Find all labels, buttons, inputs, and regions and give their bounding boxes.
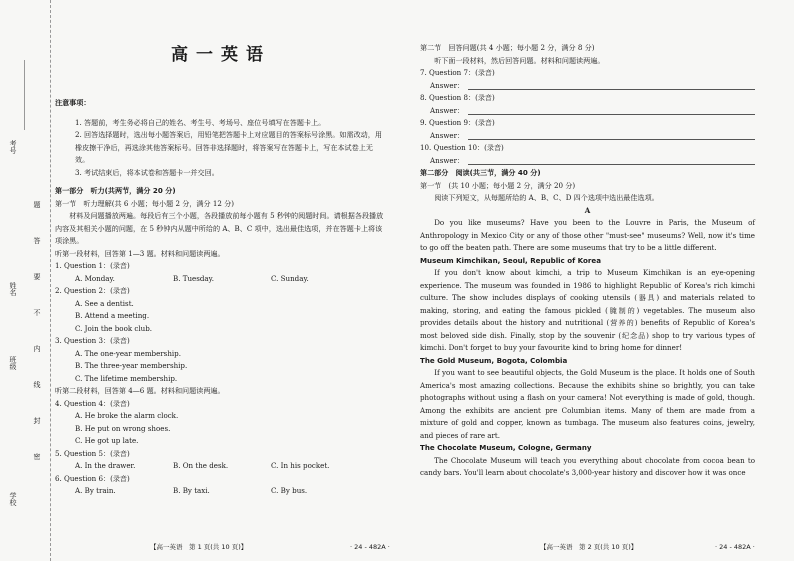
seal-char: 密 [33, 453, 41, 461]
left-column [55, 0, 387, 498]
option-c: C. He got up late. [75, 436, 139, 446]
question-2: 2. Question 2：(录音) [55, 286, 130, 296]
exam-number-label: 考号 [9, 140, 17, 154]
option-a: A. The one-year membership. [75, 348, 181, 358]
option-c: C. In his pocket. [271, 461, 330, 471]
passage-heading-2: The Gold Museum, Bogota, Colombia [420, 355, 568, 365]
question-7: 7. Question 7：(录音) [420, 68, 495, 77]
seal-char: 要 [33, 273, 41, 281]
passage-heading-1: Museum Kimchikan, Seoul, Republic of Korea [420, 255, 602, 265]
notice-item: 3. 考试结束后，将本试卷和答题卡一并交回。 [75, 167, 219, 177]
part2-intro: 阅读下列短文，从每题所给的 A、B、C、D 四个选项中选出最佳选项。 [434, 193, 659, 202]
passage-heading-3: The Chocolate Museum, Cologne, Germany [420, 443, 592, 452]
notice-item: 1. 答题前，考生务必将自己的姓名、考生号、考场号、座位号填写在答题卡上。 [75, 117, 326, 127]
answer-blank[interactable] [468, 105, 755, 115]
answer-label: Answer： [430, 105, 465, 115]
answer-label: Answer： [430, 130, 465, 140]
seal-char: 线 [33, 381, 41, 389]
option-c: C. Sunday. [271, 273, 309, 283]
school-label: 学校 [9, 492, 17, 506]
listening1-instruction: 听第一段材料，回答第 1—3 题。材料和问题读两遍。 [55, 248, 225, 258]
section2-heading: 第二节 回答问题(共 4 小题；每小题 2 分，满分 8 分) [420, 43, 595, 52]
answer-blank[interactable] [468, 130, 755, 140]
option-c: C. The lifetime membership. [75, 373, 178, 383]
footer-code-1: · 24 - 482A · [350, 543, 390, 551]
part2-section1-heading: 第一节 (共 10 小题；每小题 2 分，满分 20 分) [420, 180, 576, 190]
passage-label: A [584, 205, 591, 215]
section1-heading: 第一节 听力理解(共 6 小题；每小题 2 分，满分 12 分) [55, 198, 234, 208]
listening2-instruction: 听第二段材料，回答第 4—6 题。材料和问题读两遍。 [55, 386, 225, 396]
question-10: 10. Question 10：(录音) [420, 143, 504, 152]
passage-para-1: Do you like museums? Have you been to the Louvre in Paris, the Museum of Anthropology in Mexico City or any of those other "must-see" museums? Well, now it's time to go off the beaten path. There are some museums that try to be a little different. [420, 218, 755, 252]
option-c: C. Join the book club. [75, 323, 153, 333]
answer-label: Answer： [430, 80, 465, 90]
option-a: A. In the drawer. [75, 461, 136, 471]
question-6: 6. Question 6：(录音) [55, 473, 130, 483]
binding-strip [0, 0, 51, 561]
option-b: B. Tuesday. [173, 273, 214, 283]
footer-code-2: · 24 - 482A · [715, 543, 755, 551]
right-column [420, 42, 755, 480]
answer-blank[interactable] [468, 155, 755, 165]
option-a: A. By train. [75, 486, 116, 496]
seal-warning [33, 200, 41, 462]
answer-label: Answer： [430, 155, 465, 165]
option-a: A. See a dentist. [75, 298, 134, 308]
answer-line-10[interactable] [420, 155, 755, 168]
passage-para-2: If you don't know about kimchi, a trip to Museum Kimchikan is an eye-opening experience. The museum was founded in 1986 to highlight Republic of Korea's rich kimchi culture. The show includes displays of cooking utensils (器具) and materials related to making, storing, and eating the famous pickled (腌制的) vegetables. The museum also provides details about the history and nutritional (营养的) benefits of Republic of Korea's most beloved side dish. Finally, stop by the souvenir (纪念品) shop to try various types of kimchi. Don't forget to buy your favourite kind to bring home for dinner! [420, 268, 755, 352]
seal-char: 题 [33, 201, 41, 209]
name-label: 姓名 [9, 282, 17, 296]
seal-char: 内 [33, 345, 41, 353]
seal-char: 封 [33, 417, 41, 425]
part1-heading: 第一部分 听力(共两节，满分 20 分) [55, 186, 176, 196]
option-b: B. By taxi. [173, 486, 210, 496]
section1-intro: 材料及问题播放两遍。每段后有三个小题，各段播放前每小题有 5 秒钟的阅题时间。请根据各段播放内容及其相关小题的问题，在 5 秒钟内从题中所给的 A、B、C 项中，选出最佳选项，并在答题卡上将该项涂黑。 [55, 211, 384, 246]
footer-page-1: 【高一英语 第 1 页(共 10 页)】 [150, 543, 248, 551]
option-a: A. He broke the alarm clock. [75, 411, 179, 421]
section2-intro: 听下面一段材料，然后回答问题。材料和问题读两遍。 [434, 55, 605, 65]
answer-line-7[interactable] [420, 80, 755, 93]
part2-heading: 第二部分 阅读(共三节，满分 40 分) [420, 168, 541, 177]
exam-number-line [24, 60, 25, 130]
page-title: 高一英语 [171, 45, 271, 65]
option-b: B. The three-year membership. [75, 361, 188, 371]
footer-page-2: 【高一英语 第 2 页(共 10 页)】 [540, 543, 638, 551]
question-5-options [55, 460, 387, 473]
notice-heading: 注意事项： [55, 98, 91, 107]
answer-line-8[interactable] [420, 105, 755, 118]
option-a: A. Monday. [75, 273, 115, 283]
answer-line-9[interactable] [420, 130, 755, 143]
notice-item: 2. 回答选择题时，选出每小题答案后，用铅笔把答题卡上对应题目的答案标号涂黑。如需改动，用橡皮擦干净后，再选涂其他答案标号。回答非选择题时，将答案写在答题卡上，写在本试卷上无效。 [75, 130, 382, 165]
question-6-options [55, 485, 387, 498]
seal-char: 不 [33, 309, 41, 317]
option-b: B. He put on wrong shoes. [75, 423, 171, 433]
question-1-options [55, 273, 387, 286]
passage-para-3: If you want to see beautiful objects, the Gold Museum is the place. It holds one of South America's most amazing collections. Because the exhibits shine so brightly, you can take photographs without using a flash on your camera! Not everything is made of gold, though. Among the exhibits are ancient pre Columbian items. Many of them are made from a mixture of gold and copper, known as tumbaga. The museum also features coins, jewelry, and pieces of rare art. [420, 368, 755, 440]
question-8: 8. Question 8：(录音) [420, 93, 495, 102]
class-label: 班级 [9, 356, 17, 370]
option-c: C. By bus. [271, 486, 308, 496]
question-5: 5. Question 5：(录音) [55, 448, 130, 458]
passage-para-4: The Chocolate Museum will teach you everything about chocolate from cocoa bean to candy bars. You'll learn about chocolate's 3,000-year history and discover how it was once [420, 455, 755, 477]
seal-char: 答 [33, 237, 41, 245]
question-4: 4. Question 4：(录音) [55, 398, 130, 408]
option-b: B. Attend a meeting. [75, 311, 150, 321]
answer-blank[interactable] [468, 80, 755, 90]
question-1: 1. Question 1：(录音) [55, 261, 130, 271]
option-b: B. On the desk. [173, 461, 229, 471]
question-3: 3. Question 3：(录音) [55, 336, 130, 346]
question-9: 9. Question 9：(录音) [420, 118, 495, 127]
